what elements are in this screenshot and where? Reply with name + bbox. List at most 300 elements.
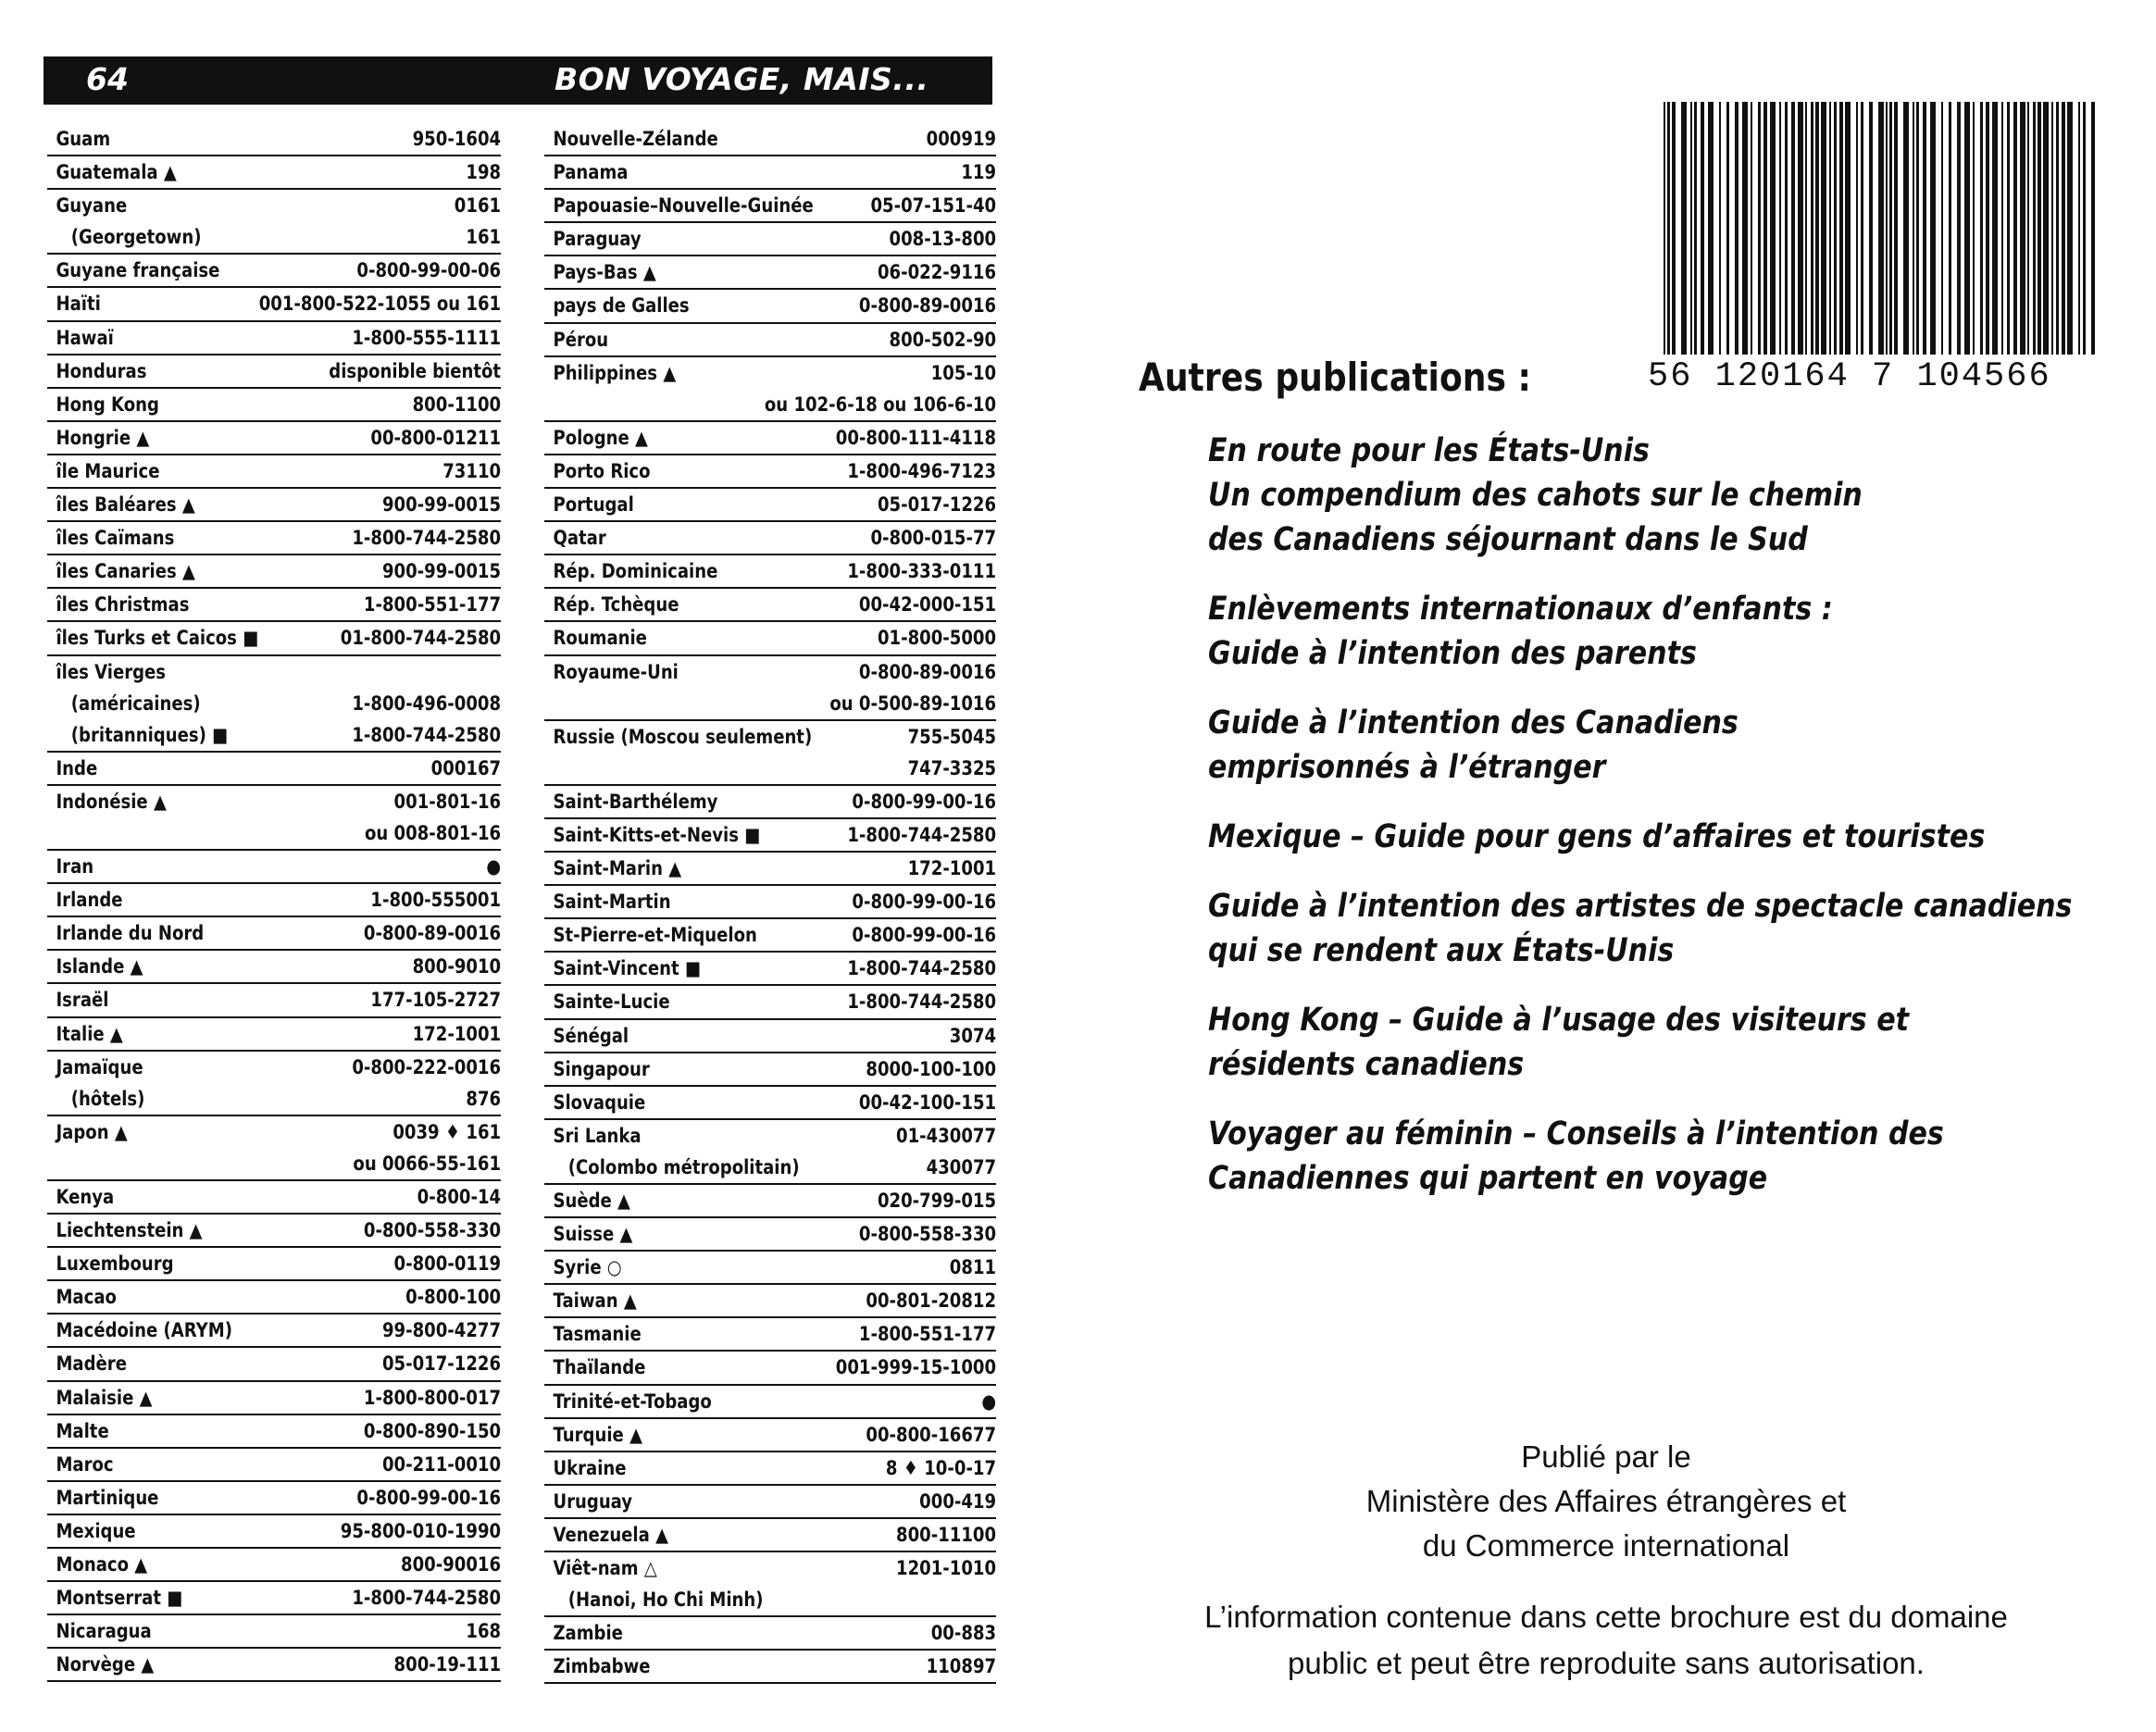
country-name: Montserrat ■ [56,1587,183,1610]
publication-title [1208,884,2073,973]
access-code: 000-419 [919,1489,997,1513]
country-code-list-left [47,123,501,1682]
country-name: Maroc [56,1452,114,1476]
country-entry [544,819,996,853]
country-name: Uruguay [553,1489,633,1513]
entry-line [544,1552,996,1584]
barcode-bar [1785,102,1788,355]
country-name: Tasmanie [553,1323,642,1346]
entry-line [544,1486,996,1517]
barcode-bar [1992,102,1998,355]
barcode-bar [2091,102,2095,355]
access-code: 73110 [442,459,502,482]
entry-line [47,1315,501,1346]
entry-line [47,1248,501,1279]
access-code: ou 0-500-89-1016 [829,692,997,715]
country-name: Kenya [56,1186,115,1208]
barcode-bar [1751,102,1752,355]
country-entry [47,489,501,522]
country-name: (Colombo métropolitain) [567,1155,800,1178]
country-entry [47,589,501,622]
access-code: 110897 [926,1655,997,1678]
country-name: Luxembourg [56,1252,174,1276]
entry-line [47,1181,501,1213]
barcode-bar [1949,102,1951,355]
country-entry [47,322,501,355]
country-entry [544,1651,996,1684]
country-name: Martinique [56,1486,159,1509]
country-name: Qatar [553,527,606,550]
entry-line [544,1651,996,1682]
country-entry [47,1582,501,1615]
access-code: 00-42-100-151 [858,1090,997,1114]
country-entry [47,1415,501,1449]
country-entry [47,884,501,917]
entry-line [47,688,501,719]
barcode-bar [2027,102,2029,355]
country-entry [544,1120,996,1185]
barcode-bar [2083,102,2086,355]
country-name: îles Vierges [56,660,167,683]
access-code: 001-999-15-1000 [835,1356,997,1379]
barcode-bar [2043,102,2049,355]
access-code: 1-800-800-017 [363,1386,502,1409]
access-code: 1-800-333-0111 [847,560,997,583]
access-code: 95-800-010-1990 [340,1519,502,1542]
publication-title [1208,1112,2004,1201]
entry-line [544,455,996,487]
country-entry [544,986,996,1019]
barcode-bar [1957,102,1961,355]
access-code: 900-99-0015 [381,560,502,583]
country-name: Ukraine [553,1456,627,1479]
country-name: Portugal [553,493,634,517]
entry-line [544,786,996,817]
entry-line [47,288,501,319]
access-code: 05-017-1226 [877,493,997,517]
country-name: Singapour [553,1057,650,1080]
country-entry [544,422,996,455]
country-entry [47,1116,501,1181]
country-name: (Georgetown) [70,226,202,249]
access-code: 0-800-99-00-16 [852,924,997,947]
access-code: 800-19-111 [393,1653,502,1676]
entry-line [47,786,501,817]
country-entry [544,656,996,721]
entry-line [47,1083,501,1115]
entry-line [544,656,996,688]
country-name: Italie ▲ [56,1022,123,1045]
country-name: Irlande [56,889,123,912]
country-entry [47,1649,501,1682]
country-entry [544,1486,996,1519]
barcode-bar [1923,102,1926,355]
access-code: 00-800-111-4118 [835,426,997,449]
barcode-bar [2013,102,2017,355]
publications-heading: Autres publications : [1139,355,1531,400]
country-entry [544,489,996,522]
access-code: 00-42-000-151 [858,593,997,617]
barcode-bar [1886,102,1888,355]
access-code: 0039 ♦ 161 [393,1120,502,1143]
access-code: 747-3325 [907,756,997,779]
country-entry [544,1218,996,1252]
entry-line [544,1419,996,1451]
country-name: Guyane [56,194,128,218]
access-code: 1-800-551-177 [363,593,502,617]
access-code: ou 008-801-16 [365,821,502,844]
country-name: Hongrie ▲ [56,426,150,449]
publication-title [1208,815,2004,859]
entry-line [47,656,501,688]
access-code: 1-800-496-7123 [847,459,997,482]
country-entry [47,1215,501,1248]
barcode-bar [2038,102,2041,355]
country-name: Papouasie–Nouvelle-Guinée [553,194,814,218]
country-entry [47,522,501,555]
access-code: ● [981,1389,997,1413]
country-entry [544,1252,996,1285]
country-name: Porto Rico [553,459,651,482]
country-name: Iran [56,855,94,878]
country-name: Mexique [56,1519,136,1542]
country-name: Indonésie ▲ [56,790,167,813]
country-name: îles Caïmans [56,527,175,550]
country-entry [544,919,996,953]
entry-line [544,622,996,654]
access-code: 001-800-522-1055 ou 161 [258,293,502,316]
country-entry [544,455,996,489]
barcode [1662,102,2097,355]
entry-line [47,389,501,420]
barcode-bar [2020,102,2025,355]
access-code: 8000-100-100 [866,1057,997,1080]
country-name: Guam [56,128,111,150]
country-entry [47,1515,501,1549]
entry-line [47,1382,501,1414]
barcode-bar [1758,102,1761,355]
entry-line [47,555,501,587]
country-name: Saint-Marin ▲ [553,857,682,880]
country-entry [544,123,996,156]
country-name: Saint-Vincent ■ [553,957,702,980]
country-name: Inde [56,756,98,779]
access-code: 1-800-744-2580 [352,723,502,746]
country-entry [544,256,996,290]
access-code: disponible bientôt [329,359,502,382]
entry-line [544,1584,996,1615]
publisher-block [1148,1435,2064,1568]
country-name: Irlande du Nord [56,922,205,945]
country-name: Rép. Dominicaine [553,560,718,583]
publication-line: Voyager au féminin – Conseils à l’intention des [1208,1115,1944,1153]
entry-line [544,1087,996,1118]
entry-line [47,1515,501,1547]
barcode-bar [1672,102,1676,355]
access-code: 172-1001 [907,857,997,880]
publication-line: résidents canadiens [1208,1046,1525,1083]
entry-line [47,1649,501,1680]
barcode-bar [1930,102,1936,355]
country-name: Saint-Barthélemy [553,790,718,813]
publications-list [1208,429,2134,1226]
entry-line [47,917,501,949]
publication-line: qui se rendent aux États-Unis [1208,932,1675,969]
barcode-bar [1889,102,1892,355]
country-entry [47,1052,501,1116]
country-name: Pays-Bas ▲ [553,261,656,284]
access-code: 0-800-14 [417,1186,502,1208]
entry-line [544,589,996,620]
access-code: ou 102-6-18 ou 106-6-10 [764,393,997,416]
access-code: 105-10 [930,361,997,384]
access-code: 1-800-744-2580 [847,957,997,980]
country-entry [47,190,501,255]
barcode-bar [1903,102,1909,355]
access-code: 755-5045 [907,725,997,748]
access-code: 01-800-744-2580 [340,627,502,650]
entry-line [47,1116,501,1148]
entry-line [47,355,501,387]
access-code: 01-800-5000 [877,627,997,650]
barcode-bar [2078,102,2080,355]
barcode-bar [1894,102,1898,355]
country-name: Haïti [56,293,101,316]
entry-line [544,357,996,389]
publication-line: En route pour les États-Unis [1208,432,1650,469]
country-entry [544,886,996,919]
country-entry [544,1020,996,1053]
access-code: 1201-1010 [896,1557,997,1580]
barcode-bar [1821,102,1826,355]
entry-line [544,389,996,420]
entry-line [544,555,996,587]
access-code: 1-800-744-2580 [352,1587,502,1610]
country-name: Royaume-Uni [553,660,679,683]
barcode-bar [1694,102,1697,355]
access-code: 1-800-555-1111 [352,326,502,349]
entry-line [47,1482,501,1514]
barcode-bar [1916,102,1919,355]
country-name: îles Canaries ▲ [56,560,195,583]
country-name: Trinité-et-Tobago [553,1389,712,1413]
barcode-bar [2001,102,2003,355]
country-entry [47,288,501,321]
country-entry [47,1449,501,1482]
country-entry [544,1352,996,1385]
country-name: Malte [56,1419,109,1442]
entry-line [47,1615,501,1647]
entry-line [544,522,996,554]
country-entry [544,324,996,357]
access-code: 000919 [926,128,997,150]
entry-line [47,753,501,784]
country-entry [47,786,501,851]
country-name: Viêt-nam △ [553,1557,657,1580]
entry-line [47,322,501,354]
entry-line [544,123,996,155]
barcode-bar [1791,102,1795,355]
country-name: Hawaï [56,326,114,349]
access-code: 06-022-9116 [877,261,997,284]
publication-title [1208,998,2004,1087]
barcode-bar [2056,102,2059,355]
country-entry [47,1181,501,1215]
access-code: 800-502-90 [889,328,997,351]
country-entry [544,290,996,323]
publication-title [1208,429,2004,562]
entry-line [544,1185,996,1216]
country-name: Philippines ▲ [553,361,677,384]
barcode-bar [1805,102,1807,355]
country-entry [544,953,996,986]
country-entry [47,917,501,951]
access-code: 0-800-015-77 [870,527,997,550]
barcode-bar [1834,102,1837,355]
access-code: 0-800-100 [405,1286,502,1309]
entry-line [544,953,996,984]
barcode-bar [1878,102,1884,355]
access-code: 0-800-99-00-16 [852,790,997,813]
access-code: 0-800-99-00-16 [852,891,997,914]
country-name: Honduras [56,359,147,382]
entry-line [47,884,501,916]
country-entry [47,1382,501,1415]
barcode-bar [1964,102,1970,355]
country-entry [544,786,996,819]
country-name: Nicaragua [56,1620,152,1643]
entry-line [544,489,996,520]
country-entry [47,1248,501,1281]
access-code: 198 [466,161,502,184]
entry-line [47,1449,501,1480]
access-code: 001-801-16 [393,790,502,813]
country-name: Sénégal [553,1024,629,1047]
barcode-bar [1742,102,1748,355]
country-name: Hong Kong [56,393,159,416]
entry-line [544,886,996,917]
access-code: 99-800-4277 [381,1319,502,1342]
country-entry [47,1315,501,1348]
entry-line [544,1519,996,1551]
entry-line [47,1052,501,1083]
barcode-bar [1861,102,1863,355]
access-code: 05-017-1226 [381,1352,502,1376]
entry-line [544,688,996,719]
access-code: 0161 [454,194,502,218]
country-name: Thaïlande [553,1356,646,1379]
entry-line [544,1452,996,1484]
country-entry [544,589,996,622]
entry-line [47,851,501,882]
barcode-bar [1980,102,1983,355]
country-name: Guyane française [56,259,220,282]
access-code: 172-1001 [412,1022,502,1045]
access-code: 020-799-015 [877,1190,997,1212]
publication-line: Guide à l’intention des Canadiens [1208,704,1739,741]
country-entry [544,1452,996,1486]
country-name: Norvège ▲ [56,1653,155,1676]
country-entry [47,1281,501,1315]
access-code: 000167 [430,756,502,779]
country-entry [47,255,501,288]
entry-line [47,984,501,1016]
access-code: ou 0066-55-161 [353,1152,502,1175]
publication-line: des Canadiens séjournant dans le Sud [1208,521,1808,558]
country-entry [47,851,501,884]
country-entry [544,721,996,786]
access-code: 800-11100 [896,1523,997,1546]
country-name: Japon ▲ [56,1120,128,1143]
entry-line [47,1582,501,1614]
country-name: Malaisie ▲ [56,1386,153,1409]
country-name: St-Pierre-et-Miquelon [553,924,757,947]
country-entry [47,1018,501,1052]
entry-line [544,223,996,255]
access-code: 876 [466,1087,502,1110]
country-name: Pérou [553,328,609,351]
barcode-bar [2033,102,2036,355]
page-title: BON VOYAGE, MAIS... [555,61,929,97]
access-code: 0-800-0119 [393,1252,502,1276]
country-name: Macao [56,1286,117,1309]
access-code: 0-800-222-0016 [352,1055,502,1078]
barcode-bar [1770,102,1776,355]
publication-line: Hong Kong – Guide à l’usage des visiteurs et [1208,1002,1910,1039]
entry-line [47,817,501,849]
barcode-bar [1681,102,1687,355]
country-entry [544,1185,996,1218]
country-entry [47,555,501,589]
entry-line [47,156,501,188]
country-entry [544,1087,996,1120]
publication-line: emprisonnés à l’étranger [1208,749,1606,786]
country-name: Sri Lanka [553,1124,642,1147]
entry-line [47,422,501,454]
country-entry [47,753,501,786]
entry-line [47,1215,501,1246]
country-entry [47,1348,501,1381]
country-name: Rép. Tchèque [553,593,679,617]
country-name: Saint-Martin [553,891,671,914]
entry-line [47,221,501,253]
entry-line [544,1020,996,1052]
notice-line: public et peut être reproduite sans autorisation. [1288,1646,1925,1680]
publisher-line: du Commerce international [1422,1528,1790,1563]
access-code: 0811 [949,1256,997,1279]
country-entry [47,656,501,753]
country-name: Madère [56,1352,127,1376]
entry-line [47,123,501,155]
entry-line [47,455,501,487]
country-name: (hôtels) [70,1087,145,1110]
entry-line [544,819,996,851]
public-domain-notice [1148,1594,2064,1687]
access-code: 1-800-744-2580 [847,823,997,846]
access-code: 8 ♦ 10-0-17 [885,1456,997,1479]
barcode-bar [1779,102,1781,355]
country-name: Monaco ▲ [56,1553,148,1576]
barcode-bar [2051,102,2053,355]
entry-line [47,719,501,751]
access-code: 900-99-0015 [381,493,502,517]
entry-line [47,951,501,982]
access-code: 161 [466,226,502,249]
entry-line [544,1352,996,1383]
access-code: 1-800-551-177 [858,1323,997,1346]
entry-line [47,255,501,286]
access-code: 800-9010 [412,955,502,978]
